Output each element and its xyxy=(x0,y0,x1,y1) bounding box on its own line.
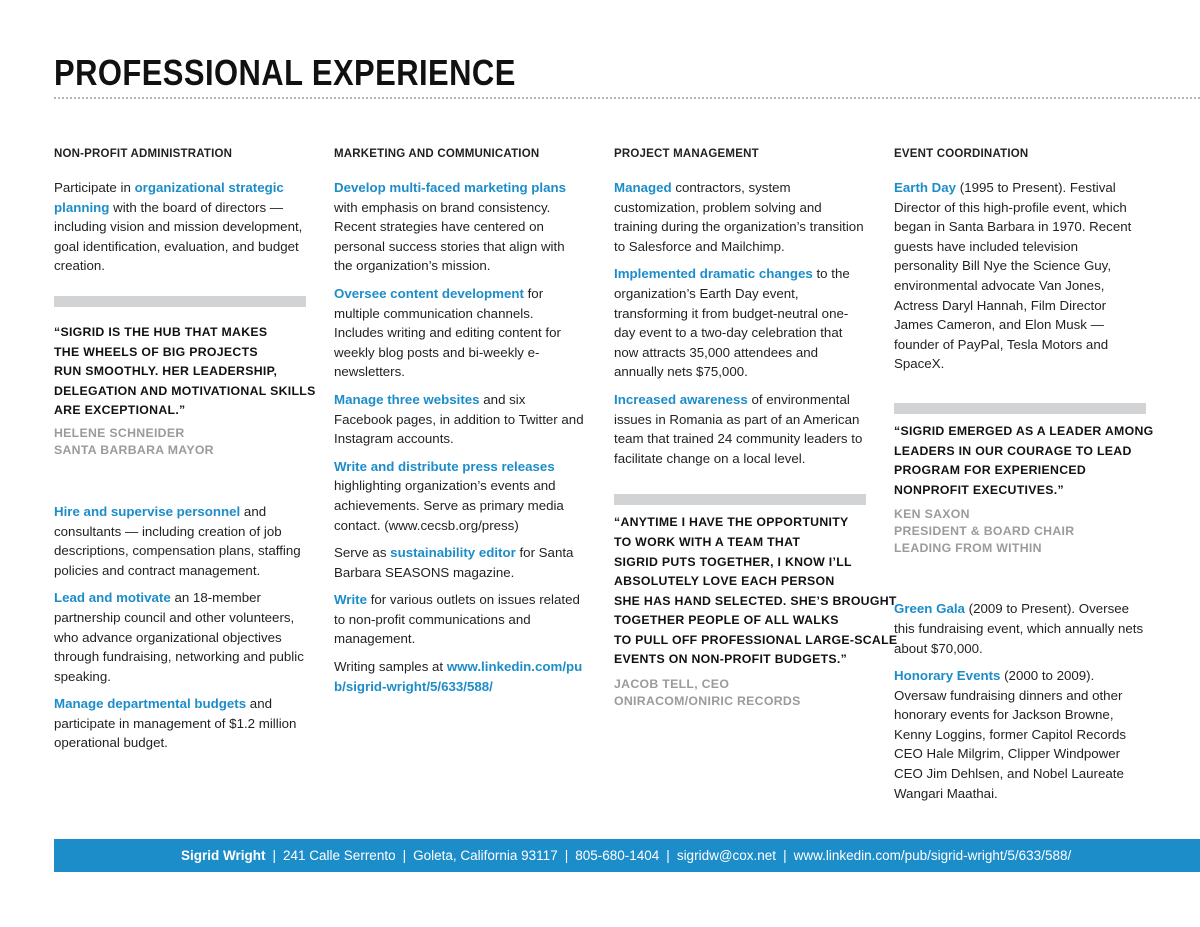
quote-line: “SIGRID EMERGED AS A LEADER AMONG xyxy=(894,423,1154,438)
linkedin-link[interactable]: www.linkedin.com/pub/sigrid-wright/5/633/588/ xyxy=(334,659,583,694)
quote-line: “SIGRID IS THE HUB THAT MAKES xyxy=(54,324,268,339)
paragraph-text: for various outlets on issues related to non-profit communications and management. xyxy=(334,592,580,647)
paragraph-text: an 18-member partnership council and other volunteers, who advance organizational objectives through fundraising, networking and public speaking. xyxy=(54,590,304,684)
attribution-line: JACOB TELL, CEO xyxy=(614,677,730,692)
contact-city: Goleta, California 93117 xyxy=(413,848,558,863)
quote-line: PROGRAM FOR EXPERIENCED xyxy=(894,463,1087,478)
quote-line: TO WORK WITH A TEAM THAT xyxy=(614,534,801,549)
paragraph-text: for multiple communication channels. Includes writing and editing content for weekly blog posts and bi-weekly e-newsletters. xyxy=(334,285,561,380)
quote-attribution xyxy=(614,676,866,710)
contact-email[interactable]: sigridw@cox.net xyxy=(676,848,777,863)
highlight-text: Earth Day xyxy=(894,180,957,195)
attribution-line: PRESIDENT & BOARD CHAIR xyxy=(894,524,1075,539)
highlight-text: Develop multi-faced marketing plans xyxy=(334,180,567,195)
highlight-text: Manage departmental budgets xyxy=(54,696,247,712)
paragraph-text: (2009 to Present). Oversee this fundraising event, which annually nets about $70,000. xyxy=(894,601,1144,656)
paragraph-text: and six Facebook pages, in addition to Twitter and Instagram accounts. xyxy=(334,391,584,447)
contact-footer xyxy=(54,839,1200,872)
paragraph-writing-samples xyxy=(334,657,586,696)
page-title: PROFESSIONAL EXPERIENCE xyxy=(54,52,516,93)
section-heading: NON-PROFIT ADMINISTRATION xyxy=(54,148,233,160)
contact-phone: 805-680-1404 xyxy=(575,848,660,863)
paragraph-sustainability-editor xyxy=(334,543,586,582)
quote-bar xyxy=(894,403,1146,414)
paragraph-text: Serve as xyxy=(334,545,391,561)
quote-line: TO PULL OFF PROFESSIONAL LARGE-SCALE xyxy=(614,632,898,647)
paragraph-text: and participate in management of $1.2 million operational budget. xyxy=(54,696,297,751)
paragraph-earth-day xyxy=(894,178,1146,374)
dotted-divider xyxy=(54,97,1200,99)
highlight-text: Write xyxy=(334,592,368,608)
quote-line: LEADERS IN OUR COURAGE TO LEAD xyxy=(894,443,1132,458)
paragraph-text: with emphasis on brand consistency. Recent strategies have centered on personal success stories that align with the organization’s mission. xyxy=(334,199,565,274)
paragraph-green-gala xyxy=(894,599,1146,658)
paragraph-text: for Santa Barbara SEASONS magazine. xyxy=(334,545,574,580)
highlight-text: Managed xyxy=(614,180,672,195)
contact-url[interactable]: www.linkedin.com/pub/sigrid-wright/5/633/588/ xyxy=(793,848,1072,863)
testimonial-quote xyxy=(54,323,316,421)
quote-line: “ANYTIME I HAVE THE OPPORTUNITY xyxy=(614,515,849,530)
paragraph-managed xyxy=(614,178,866,256)
paragraph-strategic-planning xyxy=(54,178,306,276)
paragraph-hire-personnel xyxy=(54,502,306,580)
paragraph-press-releases xyxy=(334,457,586,535)
highlight-text: Implemented dramatic changes xyxy=(614,266,813,282)
highlight-text: Green Gala xyxy=(894,601,965,617)
contact-address: 241 Calle Serrento xyxy=(283,848,396,863)
paragraph-dramatic-changes xyxy=(614,264,866,382)
quote-bar xyxy=(54,296,306,307)
section-heading: MARKETING AND COMMUNICATION xyxy=(334,148,540,160)
quote-line: SIGRID PUTS TOGETHER, I KNOW I’LL xyxy=(614,554,852,569)
quote-line: RUN SMOOTHLY. HER LEADERSHIP, xyxy=(54,364,278,379)
paragraph-text: of environmental issues in Romania as part of an American team that trained 24 community leaders to facilitate change on a local level. xyxy=(614,391,863,466)
attribution-line: KEN SAXON xyxy=(894,507,970,522)
attribution-line: ONIRACOM/ONIRIC RECORDS xyxy=(614,694,801,709)
quote-line: NONPROFIT EXECUTIVES.” xyxy=(894,482,1064,497)
paragraph-marketing-plans xyxy=(334,178,586,276)
attribution-line: SANTA BARBARA MAYOR xyxy=(54,442,214,457)
highlight-text: organizational strategic planning xyxy=(54,180,284,215)
section-heading: PROJECT MANAGEMENT xyxy=(614,148,759,160)
quote-bar xyxy=(614,494,866,505)
paragraph-lead-motivate xyxy=(54,588,306,686)
paragraph-text: with the board of directors — including vision and mission development, goal identification, evaluation, and budget creation. xyxy=(54,199,303,274)
paragraph-text: to the organization’s Earth Day event, transforming it from budget-neutral one-day event to a two-day celebration that now attracts 35,000 attendees and annually nets $75,000. xyxy=(614,266,850,380)
separator: | xyxy=(666,848,670,863)
separator: | xyxy=(783,848,787,863)
highlight-text: Oversee content development xyxy=(334,285,524,301)
paragraph-awareness xyxy=(614,390,866,468)
highlight-text: Honorary Events xyxy=(894,668,1001,684)
paragraph-text: highlighting organization’s events and achievements. Serve as primary media contact. (www.cecsb.org/press) xyxy=(334,478,564,533)
paragraph-text: (1995 to Present). Festival Director of this high-profile event, which began in Santa Barbara in 1970. Recent guests have included television personality Bill Nye the Science Guy, environmental advocate Van Jones, Actress Daryl Hannah, Film Director James Cameron, and Elon Musk — founder of PayPal, Tesla Motors and SpaceX. xyxy=(894,180,1132,372)
quote-line: EVENTS ON NON-PROFIT BUDGETS.” xyxy=(614,652,848,667)
quote-attribution xyxy=(894,506,1146,557)
quote-line: THE WHEELS OF BIG PROJECTS xyxy=(54,344,258,359)
paragraph-websites xyxy=(334,390,586,449)
section-heading: EVENT COORDINATION xyxy=(894,148,1029,160)
separator: | xyxy=(564,848,569,863)
quote-line: ABSOLUTELY LOVE EACH PERSON xyxy=(614,574,835,589)
paragraph-text: and consultants — including creation of job descriptions, compensation plans, staffing policies and contract management. xyxy=(54,503,301,578)
column-marketing-communication xyxy=(334,148,586,704)
highlight-text: Hire and supervise personnel xyxy=(54,503,241,519)
column-non-profit-administration xyxy=(54,148,316,761)
highlight-text: Increased awareness xyxy=(614,391,748,407)
testimonial-quote xyxy=(614,513,898,670)
contact-name: Sigrid Wright xyxy=(181,848,266,863)
paragraph-text: contractors, system customization, problem solving and training during the organization’s transition to Salesforce and Mailchimp. xyxy=(614,180,864,254)
separator: | xyxy=(402,848,407,863)
contact-line xyxy=(181,839,1071,872)
paragraph-budgets xyxy=(54,694,306,753)
paragraph-honorary-events xyxy=(894,666,1146,803)
paragraph-text: (2000 to 2009). Oversaw fundraising dinners and other honorary events for Jackson Browne, Kenny Loggins, former Capitol Records CEO Hale Milgrim, Clipper Windpower CEO Jim Dehlsen, and Nobel Laureate Wangari Maathai. xyxy=(894,668,1127,801)
paragraph-content-development xyxy=(334,284,586,382)
column-event-coordination xyxy=(894,148,1154,811)
highlight-text: Lead and motivate xyxy=(54,590,171,606)
testimonial-quote xyxy=(894,422,1154,500)
quote-attribution xyxy=(54,425,306,459)
paragraph-text: Participate in xyxy=(54,180,135,195)
column-project-management xyxy=(614,148,898,710)
highlight-text: sustainability editor xyxy=(390,545,516,561)
quote-line: ARE EXCEPTIONAL.” xyxy=(54,403,186,418)
quote-line: TOGETHER PEOPLE OF ALL WALKS xyxy=(614,613,839,628)
attribution-line: LEADING FROM WITHIN xyxy=(894,541,1042,556)
separator: | xyxy=(272,848,277,863)
highlight-text: Manage three websites xyxy=(334,391,480,407)
quote-line: DELEGATION AND MOTIVATIONAL SKILLS xyxy=(54,383,316,398)
paragraph-text: Writing samples at xyxy=(334,659,447,675)
highlight-text: Write and distribute press releases xyxy=(334,458,555,474)
paragraph-write xyxy=(334,590,586,649)
attribution-line: HELENE SCHNEIDER xyxy=(54,425,185,440)
quote-line: SHE HAS HAND SELECTED. SHE’S BROUGHT xyxy=(614,593,897,608)
